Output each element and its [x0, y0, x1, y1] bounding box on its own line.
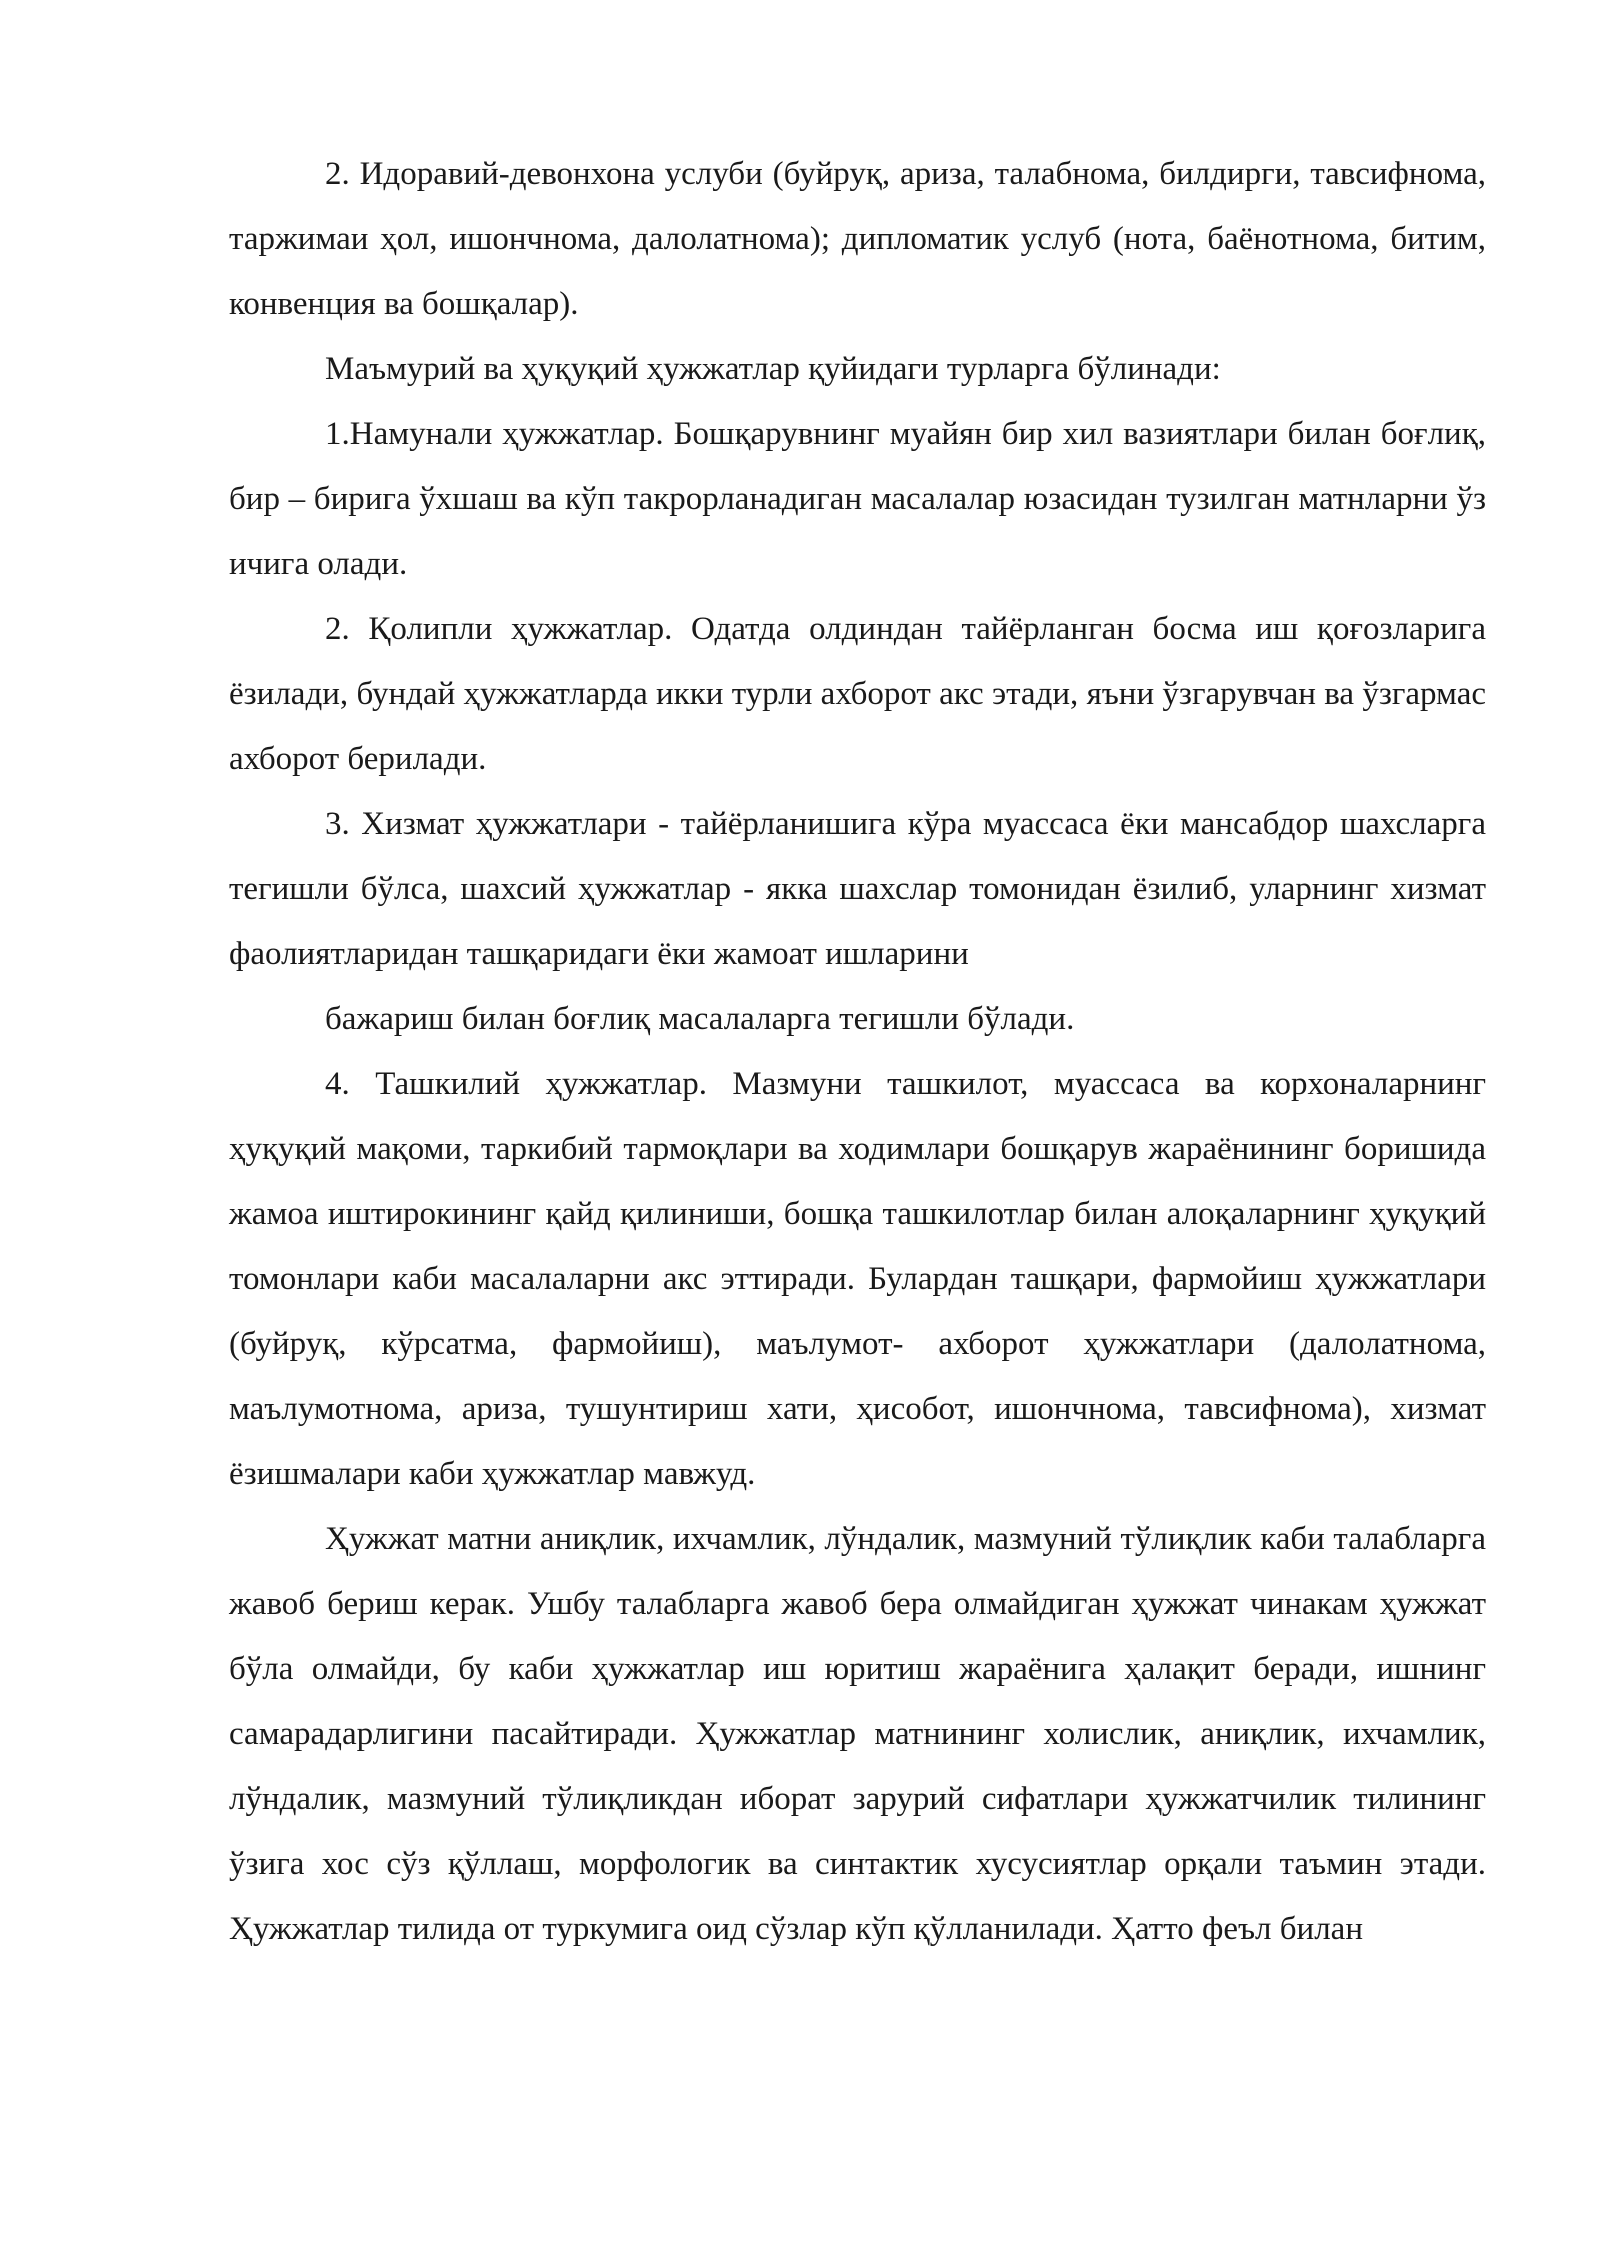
paragraph-service-documents-continued: бажариш билан боғлиқ масалаларга тегишли бўлади. [325, 1001, 1075, 1037]
paragraph-organizational-documents: 4. Ташкилий ҳужжатлар. Мазмуни ташкилот, муассаса ва корхоналарнинг ҳуқуқий мақоми, таркибий тармоқлари ва ходимлари бошқарув жараёнининг боришида жамоа иштирокининг қайд қилиниши, бошқа ташкилотлар билан алоқаларнинг ҳуқуқий томонлари каби масалаларни акс эттиради. Булардан ташқари, фармойиш ҳужжатлари (буйруқ, кўрсатма, фармойиш), маълумот- ахборот ҳужжатлари (далолатнома, маълумотнома, ариза, тушунтириш хати, ҳисобот, ишончнома, тавсифнома), хизмат ёзишмалари каби ҳужжатлар мавжуд. [229, 1066, 1486, 1492]
document-body [229, 142, 1486, 1962]
paragraph-model-documents: 1.Намунали ҳужжатлар. Бошқарувнинг муайян бир хил вазиятлари билан боғлиқ, бир – бирига ўхшаш ва кўп такрорланадиган масалалар юзасидан тузилган матнларни ўз ичига олади. [229, 416, 1486, 582]
paragraph-template-documents: 2. Қолипли ҳужжатлар. Одатда олдиндан тайёрланган босма иш қоғозларига ёзилади, бундай ҳужжатларда икки турли ахборот акс этади, яъни ўзгарувчан ва ўзгармас ахборот берилади. [229, 611, 1486, 777]
paragraph-service-documents: 3. Хизмат ҳужжатлари - тайёрланишига кўра муассаса ёки мансабдор шахсларга тегишли бўлса, шахсий ҳужжатлар - якка шахслар томонидан ёзилиб, уларнинг хизмат фаолиятларидан ташқаридаги ёки жамоат ишларини [229, 806, 1486, 972]
paragraph-document-text-requirements: Ҳужжат матни аниқлик, ихчамлик, лўндалик, мазмуний тўлиқлик каби талабларга жавоб бериш керак. Ушбу талабларга жавоб бера олмайдиган ҳужжат чинакам ҳужжат бўла олмайди, бу каби ҳужжатлар иш юритиш жараёнига ҳалақит беради, ишнинг самарадарлигини пасайтиради. Ҳужжатлар матнининг холислик, аниқлик, ихчамлик, лўндалик, мазмуний тўлиқликдан иборат зарурий сифатлари ҳужжатчилик тилининг ўзига хос сўз қўллаш, морфологик ва синтактик хусусиятлар орқали таъмин этади. Ҳужжатлар тилида от туркумига оид сўзлар кўп қўлланилади. Ҳатто феъл билан [229, 1521, 1486, 1947]
paragraph-style-item-2: 2. Идоравий-девонхона услуби (буйруқ, ариза, талабнома, билдирги, тавсифнома, таржимаи ҳол, ишончнома, далолатнома); дипломатик услуб (нота, баёнотнома, битим, конвенция ва бошқалар). [229, 156, 1486, 322]
paragraph-types-intro: Маъмурий ва ҳуқуқий ҳужжатлар қуйидаги турларга бўлинади: [325, 351, 1221, 387]
